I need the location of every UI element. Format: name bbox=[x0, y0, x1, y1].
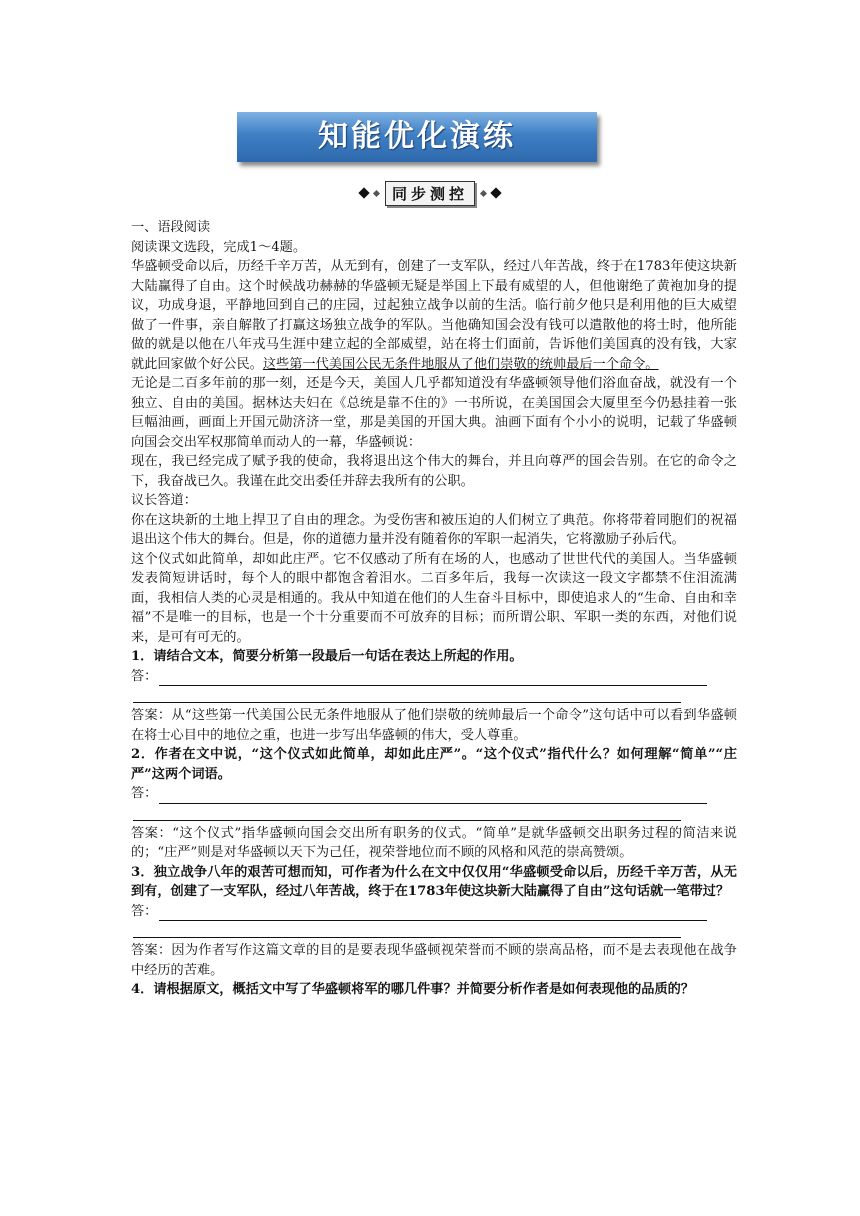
question-2: 2．作者在文中说，“这个仪式如此简单，却如此庄严”。“这个仪式”指代什么？如何理解“简单”“庄严”这两个词语。 bbox=[131, 747, 737, 782]
answer-1: 答案：从“这些第一代美国公民无条件地服从了他们崇敬的统帅最后一个命令”这句话中可以看到华盛顿在将士心目中的地位之重，也进一步写出华盛顿的伟大，受人尊重。 bbox=[131, 708, 737, 743]
diamond-icon bbox=[358, 187, 369, 198]
answer-underline bbox=[159, 789, 707, 804]
question-1: 1．请结合文本，简要分析第一段最后一句话在表达上所起的作用。 bbox=[131, 649, 523, 664]
section-instruction: 阅读课文选段，完成1～4题。 bbox=[131, 239, 307, 255]
passage-paragraph-6: 这个仪式如此简单，却如此庄严。它不仅感动了所有在场的人，也感动了世世代代的美国人。当华盛顿发表简短讲话时，每个人的眼中都饱含着泪水。二百多年后，我每一次读这一段文字都禁不住泪流满面，我相信人类的心灵是相通的。我从中知道在他们的人生奋斗目标中，即使追求人的“生命、自由和幸福”不是唯一的目标，也是一个十分重要而不可放弃的目标；而所谓公职、军职一类的东西，对他们说来，是可有可无的。 bbox=[131, 551, 737, 645]
diamond-icon bbox=[373, 189, 380, 196]
section-heading: 一、语段阅读 bbox=[131, 220, 211, 235]
answer-line-2[interactable] bbox=[131, 784, 737, 804]
passage-paragraph-4: 议长答道： bbox=[131, 493, 197, 508]
question-4: 4．请根据原文，概括文中写了华盛顿将军的哪几件事？并简要分析作者是如何表现他的品质的？ bbox=[131, 982, 695, 997]
answer-label: 答： bbox=[131, 786, 158, 801]
document-body bbox=[131, 218, 737, 1000]
subtitle-label: 同步测控 bbox=[385, 181, 475, 206]
answer-2: 答案：“这个仪式”指华盛顿向国会交出所有职务的仪式。“简单”是就华盛顿交出职务过程的简洁来说的；“庄严”则是对华盛顿以天下为己任，视荣誉地位而不顾的风格和风范的崇高赞颂。 bbox=[131, 825, 737, 860]
answer-label: 答： bbox=[131, 903, 158, 919]
passage-paragraph-3: 现在，我已经完成了赋予我的使命，我将退出这个伟大的舞台，并且向尊严的国会告别。在它的命令之下，我奋战已久。我谨在此交出委任并辞去我所有的公职。 bbox=[131, 454, 737, 489]
answer-blank-line[interactable] bbox=[133, 804, 681, 821]
section-subtitle bbox=[335, 181, 525, 205]
answer-3: 答案：因为作者写作这篇文章的目的是要表现华盛顿视荣誉而不顾的崇高品格，而不是去表现他在战争中经历的苦难。 bbox=[131, 943, 737, 978]
diamond-icon bbox=[480, 189, 487, 196]
question-3: 3．独立战争八年的艰苦可想而知，可作者为什么在文中仅仅用“华盛顿受命以后，历经千辛万苦，从无到有，创建了一支军队，经过八年苦战，终于在1783年使这块新大陆赢得了自由”这句话就一笔带过？ bbox=[131, 864, 737, 899]
answer-underline bbox=[159, 671, 707, 686]
answer-line-3[interactable] bbox=[131, 902, 737, 922]
passage-paragraph-5: 你在这块新的土地上捍卫了自由的理念。为受伤害和被压迫的人们树立了典范。你将带着同胞们的祝福退出这个伟大的舞台。但是，你的道德力量并没有随着你的军职一起消失，它将激励子孙后代。 bbox=[131, 512, 737, 547]
answer-blank-line[interactable] bbox=[133, 686, 681, 703]
answer-label: 答： bbox=[131, 668, 158, 684]
diamond-icon bbox=[490, 187, 501, 198]
page-title-banner: 知能优化演练 bbox=[237, 112, 597, 162]
answer-line-1[interactable] bbox=[131, 667, 737, 687]
passage-text: 华盛顿受命以后，历经千辛万苦，从无到有，创建了一支军队，经过八年苦战，终于在1783年使这块新大陆赢得了自由。这个时候战功赫赫的华盛顿无疑是举国上下最有威望的人，但他谢绝了黄袍加身的提议，功成身退，平静地回到自己的庄园，过起独立战争以前的生活。临行前夕他只是利用他的巨大威望做了一件事，亲自解散了打赢这场独立战争的军队。当他确知国会没有钱可以遣散他的将士时，他所能做的就是以他在八年戎马生涯中建立起的全部威望，站在将士们面前，告诉他们美国真的没有钱，大家就此回家做个好公民。 bbox=[131, 259, 737, 372]
passage-paragraph-1 bbox=[131, 257, 737, 374]
answer-blank-line[interactable] bbox=[133, 921, 681, 938]
answer-underline bbox=[159, 906, 707, 921]
underlined-sentence: 这些第一代美国公民无条件地服从了他们崇敬的统帅最后一个命令。 bbox=[262, 356, 659, 372]
passage-paragraph-2: 无论是二百多年前的那一刻，还是今天，美国人几乎都知道没有华盛顿领导他们浴血奋战，就没有一个独立、自由的美国。据林达夫妇在《总统是靠不住的》一书所说，在美国国会大厦里至今仍悬挂着一张巨幅油画，画面上开国元勋济济一堂，那是美国的开国大典。油画下面有个小小的说明，记载了华盛顿向国会交出军权那简单而动人的一幕，华盛顿说： bbox=[131, 376, 737, 450]
